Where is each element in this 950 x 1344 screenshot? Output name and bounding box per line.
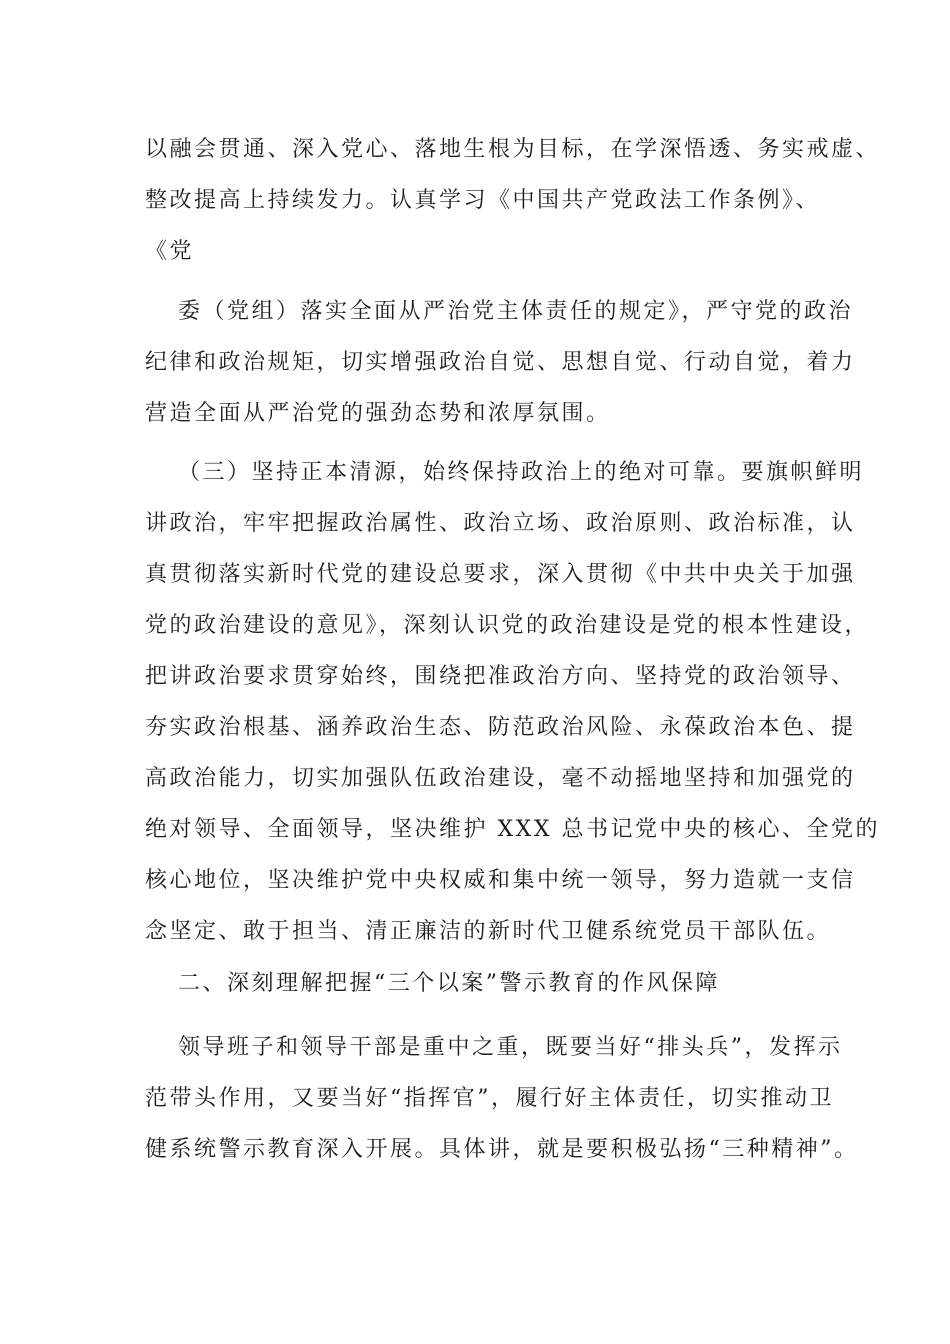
text-line: 健系统警示教育深入开展。具体讲，就是要积极弘扬“三种精神”。 — [145, 1137, 859, 1162]
text-line: 高政治能力，切实加强队伍政治建设，毫不动摇地坚持和加强党的 — [145, 766, 856, 791]
text-line: 委（党组）落实全面从严治党主体责任的规定》，严守党的政治 — [178, 299, 854, 324]
text-line: （三）坚持正本清源，始终保持政治上的绝对可靠。要旗帜鲜明 — [178, 460, 865, 485]
text-line: 整改提高上持续发力。认真学习《中国共产党政法工作条例》、 — [145, 188, 821, 213]
text-line: 范带头作用，又要当好“指挥官”，履行好主体责任，切实推动卫 — [145, 1086, 834, 1111]
text-line: 把讲政治要求贯穿始终，围绕把准政治方向、坚持党的政治领导、 — [145, 664, 856, 689]
text-line: 真贯彻落实新时代党的建设总要求，深入贯彻《中共中央关于加强 — [145, 562, 856, 587]
text-line: 核心地位，坚决维护党中央权威和集中统一领导，努力造就一支信 — [145, 868, 856, 893]
text-line: 讲政治，牢牢把握政治属性、政治立场、政治原则、政治标准，认 — [145, 511, 856, 536]
text-line: 绝对领导、全面领导，坚决维护 XXX 总书记党中央的核心、全党的 — [145, 817, 880, 842]
text-line: 领导班子和领导干部是重中之重，既要当好“排头兵”，发挥示 — [178, 1035, 843, 1060]
heading-line: 二、深刻理解把握“三个以案”警示教育的作风保障 — [178, 971, 720, 996]
text-line: 《党 — [145, 239, 195, 264]
text-line: 以融会贯通、深入党心、落地生根为目标，在学深悟透、务实戒虚、 — [145, 137, 881, 162]
text-line: 念坚定、敢于担当、清正廉洁的新时代卫健系统党员干部队伍。 — [145, 919, 832, 944]
text-line: 营造全面从严治党的强劲态势和浓厚氛围。 — [145, 401, 611, 426]
text-line: 纪律和政治规矩，切实增强政治自觉、思想自觉、行动自觉，着力 — [145, 350, 856, 375]
text-line: 夯实政治根基、涵养政治生态、防范政治风险、永葆政治本色、提 — [145, 715, 856, 740]
text-line: 党的政治建设的意见》，深刻认识党的政治建设是党的根本性建设， — [145, 613, 870, 638]
